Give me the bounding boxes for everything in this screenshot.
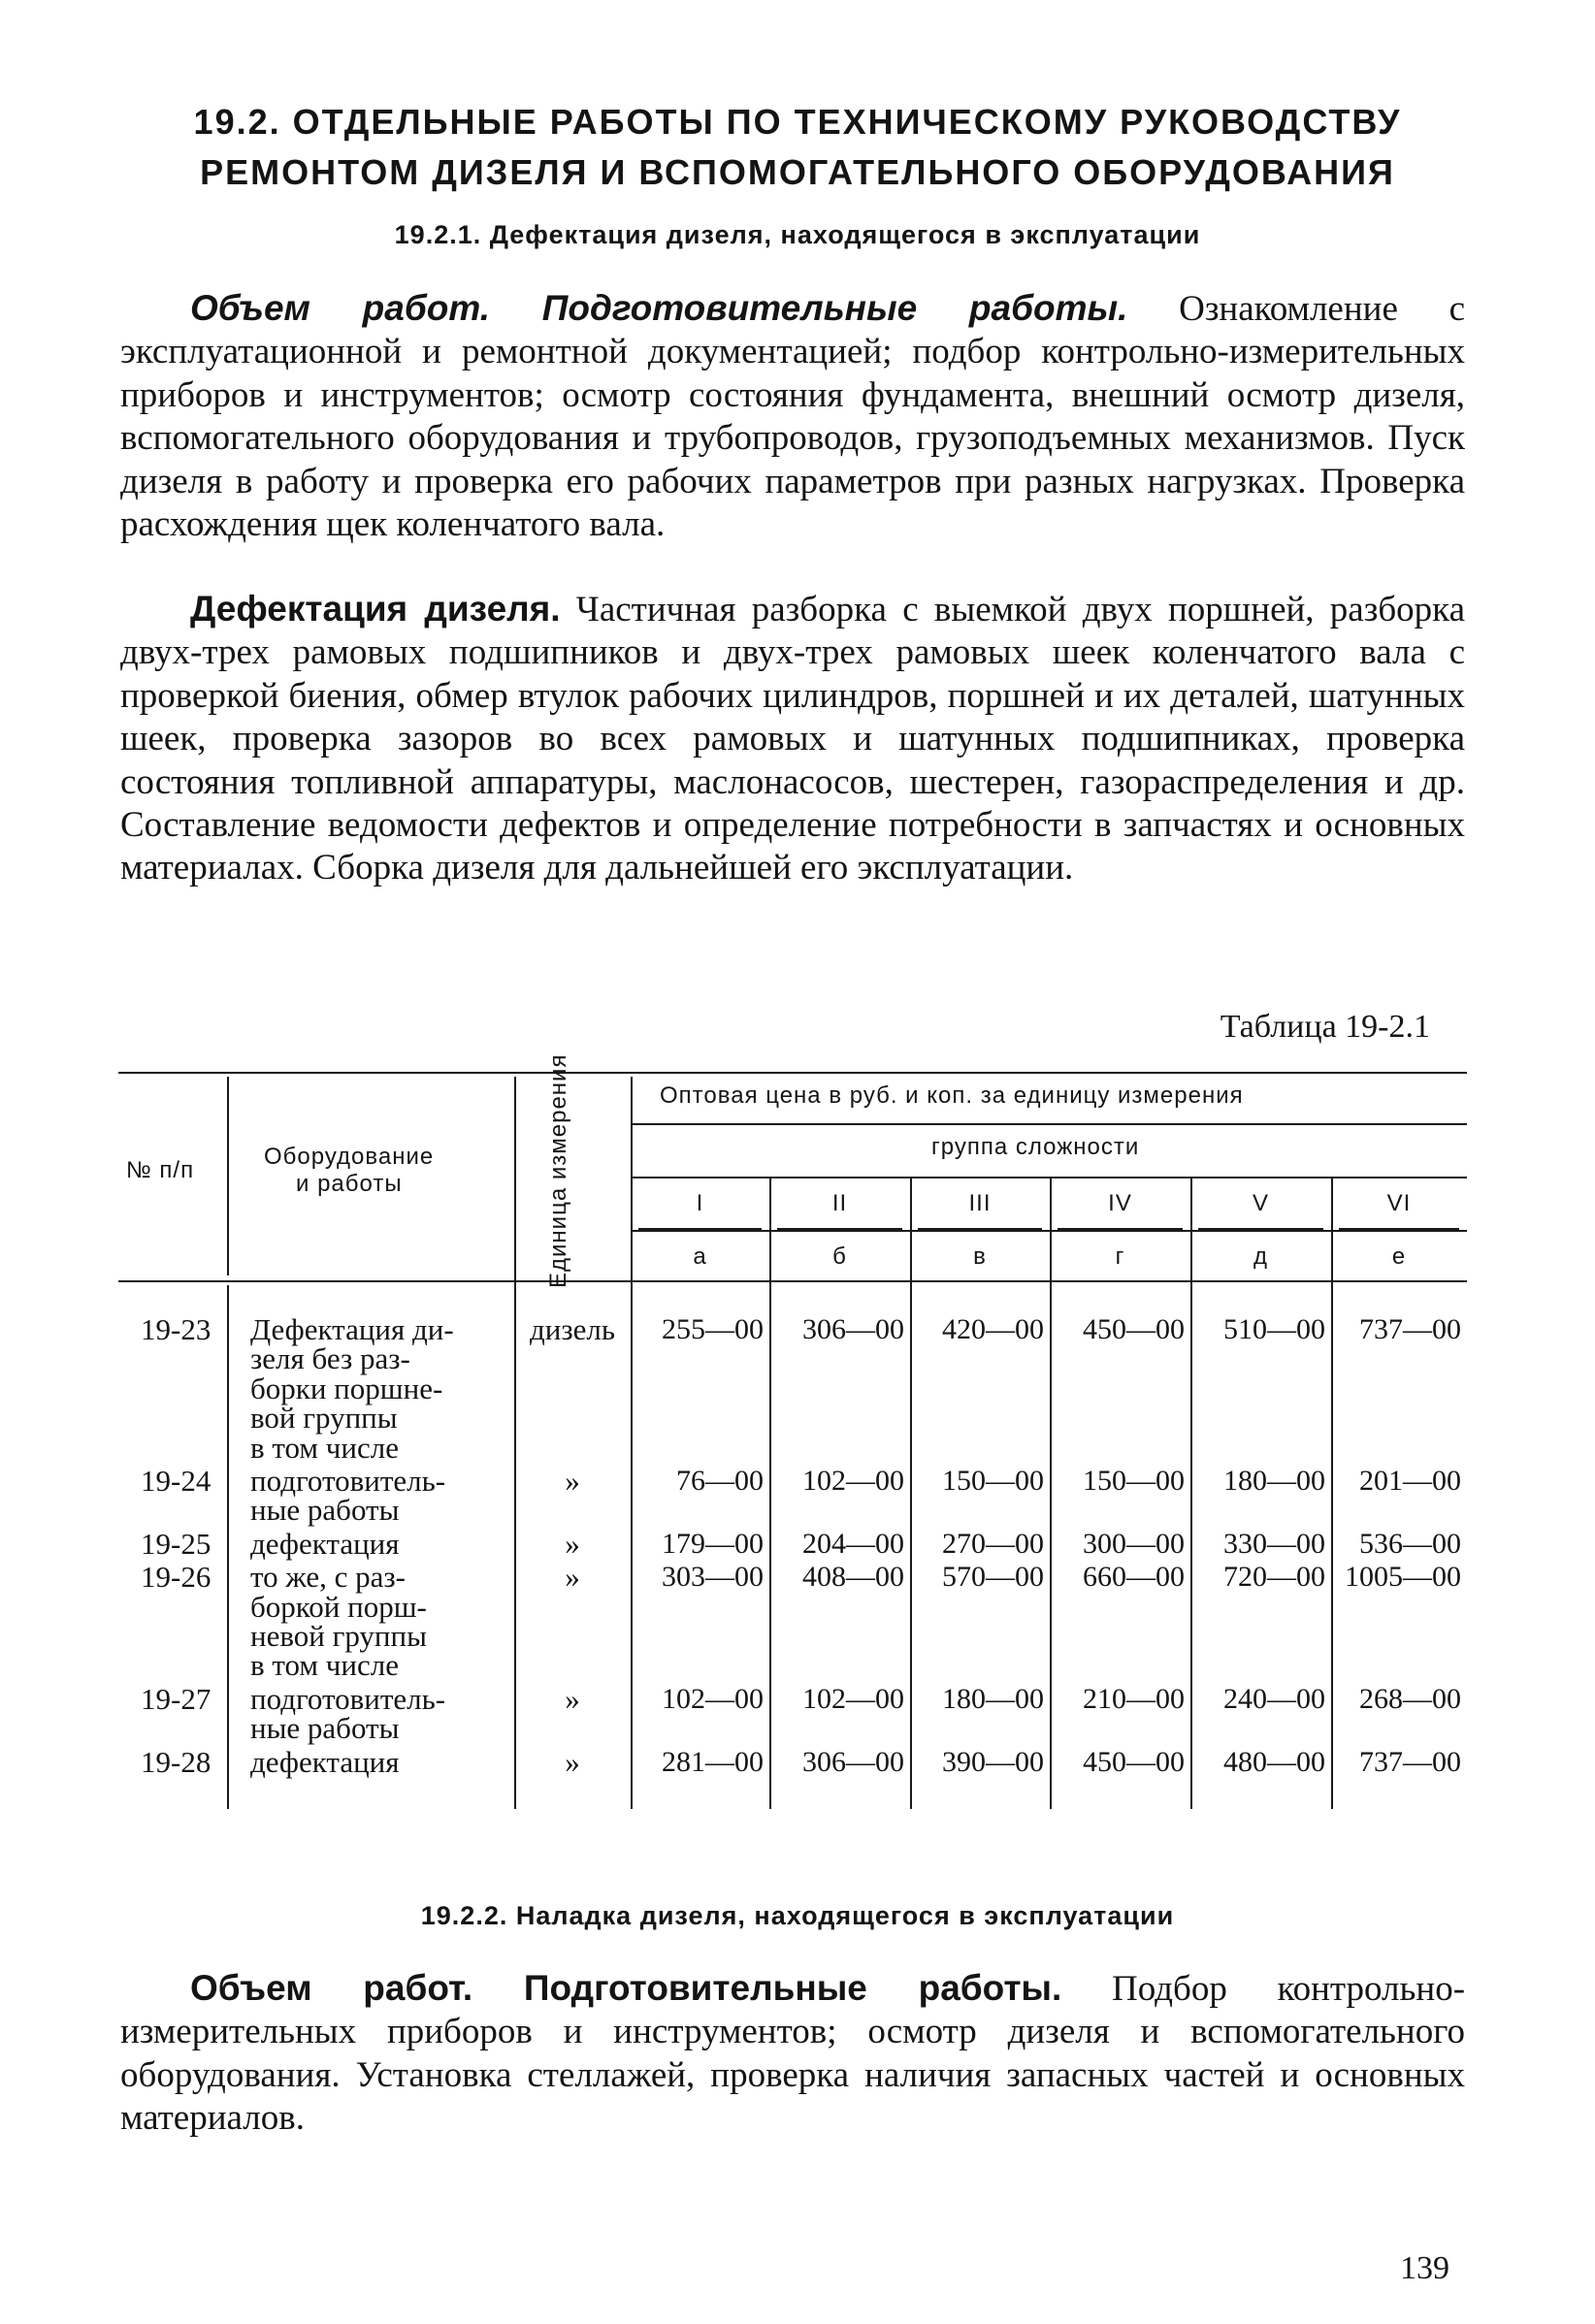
group-numeral: V — [1252, 1190, 1269, 1216]
row-number: 19-27 — [141, 1681, 212, 1716]
row-unit: » — [565, 1681, 580, 1716]
row-description-line: борки поршне- — [250, 1371, 443, 1405]
section-title — [146, 97, 1449, 198]
col-divider-num — [227, 1285, 229, 1809]
paragraph-adjustment — [120, 1967, 1465, 2141]
col-divider-g4 — [1190, 1178, 1192, 1809]
group-numeral: III — [968, 1190, 992, 1216]
paragraph-scope-of-work — [120, 287, 1465, 546]
table-caption: Таблица 19-2.1 — [1220, 1009, 1430, 1045]
subsection-title-2: 19.2.2. Наладка дизеля, находящегося в эксплуатации — [420, 1901, 1175, 1930]
section-title-line2: РЕМОНТОМ ДИЗЕЛЯ И ВСПОМОГАТЕЛЬНОГО ОБОРУДОВАНИЯ — [200, 152, 1395, 192]
row-unit: » — [565, 1560, 580, 1595]
row-unit: дизель — [530, 1312, 615, 1346]
group-letter: д — [1253, 1243, 1268, 1270]
price-cell: 570—00 — [942, 1561, 1044, 1594]
row-description-line: невой группы — [250, 1619, 427, 1653]
price-cell: 660—00 — [1083, 1561, 1185, 1594]
row-number: 19-26 — [141, 1560, 212, 1595]
header-equip-line2: и работы — [296, 1171, 403, 1197]
price-cell: 306—00 — [802, 1745, 904, 1778]
row-description-line: вой группы — [250, 1401, 398, 1436]
price-cell: 180—00 — [1223, 1465, 1325, 1497]
row-description-line: подготовитель- — [250, 1681, 446, 1716]
price-cell: 306—00 — [802, 1313, 904, 1345]
price-cell: 268—00 — [1359, 1682, 1461, 1715]
row-unit: » — [565, 1464, 580, 1498]
header-rule-group — [631, 1177, 1467, 1178]
row-number: 19-25 — [141, 1526, 212, 1561]
row-description-line: боркой порш- — [250, 1589, 427, 1624]
paragraph-body: Частичная разборка с выемкой двух поршней, разборка двух-трех рамовых подшипников и двух-трех рамовых шеек коленчатого вала с проверкой биения, обмер втулок рабочих цилиндров, поршней и их деталей, шатунных шеек, проверка зазоров во всех рамовых и шатунных подшипниках, проверка состояния топливной аппаратуры, маслонасосов, шестерен, газораспределения и др. Составление ведомости дефектов и определение потребности в запчастях и основных материалах. Сборка дизеля для дальнейшей его эксплуатации. — [120, 590, 1465, 888]
col-divider-unit — [631, 1077, 633, 1809]
paragraph-lead: Объем работ. Подготовительные работы. — [190, 1968, 1062, 2008]
price-cell: 536—00 — [1359, 1527, 1461, 1560]
row-description-line: ные работы — [250, 1711, 400, 1746]
price-cell: 300—00 — [1083, 1527, 1185, 1560]
group-letter: в — [973, 1243, 987, 1270]
group-underline — [1198, 1228, 1323, 1230]
group-underline — [777, 1228, 902, 1230]
col-divider-g5 — [1331, 1178, 1333, 1809]
header-rule-price — [631, 1123, 1467, 1125]
price-cell: 150—00 — [942, 1465, 1044, 1497]
col-divider-equip — [514, 1077, 516, 1809]
col-divider-g3 — [1050, 1178, 1052, 1809]
row-number: 19-28 — [141, 1744, 212, 1779]
group-numeral: II — [831, 1190, 848, 1216]
group-letter: б — [832, 1243, 847, 1270]
row-number: 19-24 — [141, 1464, 212, 1498]
price-cell: 390—00 — [942, 1745, 1044, 1778]
price-cell: 408—00 — [802, 1561, 904, 1594]
row-description-line: зеля без раз- — [250, 1341, 410, 1376]
col-divider-num-header — [227, 1077, 229, 1275]
row-description-line: то же, с раз- — [250, 1560, 406, 1595]
row-unit: » — [565, 1526, 580, 1561]
price-cell: 255—00 — [662, 1313, 764, 1345]
group-numeral: IV — [1108, 1190, 1132, 1216]
paragraph-defectation — [120, 588, 1465, 890]
group-underline — [918, 1228, 1042, 1230]
group-numeral: I — [696, 1190, 704, 1216]
price-cell: 420—00 — [942, 1313, 1044, 1345]
price-cell: 510—00 — [1223, 1313, 1325, 1345]
price-cell: 1005—00 — [1345, 1561, 1461, 1594]
price-cell: 720—00 — [1223, 1561, 1325, 1594]
price-cell: 180—00 — [942, 1682, 1044, 1715]
col-divider-g2 — [910, 1178, 912, 1809]
group-numeral: VI — [1386, 1190, 1412, 1216]
row-description-line: дефектация — [250, 1526, 400, 1561]
header-bottom-rule — [118, 1280, 1467, 1282]
row-description-line: в том числе — [250, 1648, 399, 1683]
price-cell: 201—00 — [1359, 1465, 1461, 1497]
row-unit: » — [565, 1744, 580, 1779]
price-cell: 450—00 — [1083, 1745, 1185, 1778]
row-description-line: дефектация — [250, 1744, 400, 1779]
group-letter: а — [693, 1243, 707, 1270]
header-rule-groups — [631, 1230, 1467, 1232]
header-equip-line1: Оборудование — [264, 1144, 435, 1170]
col-divider-g1 — [769, 1178, 771, 1809]
group-underline — [638, 1228, 762, 1230]
price-cell: 102—00 — [802, 1682, 904, 1715]
paragraph-lead: Объем работ. Подготовительные работы. — [190, 288, 1128, 328]
header-num: № п/п — [126, 1157, 195, 1183]
price-cell: 240—00 — [1223, 1682, 1325, 1715]
header-price: Оптовая цена в руб. и коп. за единицу измерения — [660, 1082, 1244, 1109]
header-unit: Единица измерения — [545, 1053, 571, 1288]
table-top-rule — [118, 1072, 1467, 1074]
price-cell: 330—00 — [1223, 1527, 1325, 1560]
section-title-line1: 19.2. ОТДЕЛЬНЫЕ РАБОТЫ ПО ТЕХНИЧЕСКОМУ РУКОВОДСТВУ — [193, 102, 1402, 142]
paragraph-body: Подбор контрольно-измерительных приборов и инструментов; осмотр дизеля и вспомогательного оборудования. Установка стеллажей, проверка наличия запасных частей и основных материалов. — [120, 1969, 1466, 2139]
paragraph-lead: Дефектация дизеля. — [190, 589, 561, 629]
price-cell: 150—00 — [1083, 1465, 1185, 1497]
header-group: группа сложности — [931, 1134, 1140, 1160]
page-number: 139 — [1400, 2250, 1449, 2286]
price-cell: 102—00 — [662, 1682, 764, 1715]
subsection-title-1: 19.2.1. Дефектация дизеля, находящегося в эксплуатации — [394, 220, 1201, 249]
price-cell: 179—00 — [662, 1527, 764, 1560]
row-description-line: в том числе — [250, 1430, 399, 1465]
paragraph-body: Ознакомление с эксплуатационной и ремонтной документацией; подбор контрольно-измерительных приборов и инструментов; осмотр состояния фундамента, внешний осмотр дизеля, вспомогательного оборудования и трубопроводов, грузоподъемных механизмов. Пуск дизеля в работу и проверка его рабочих параметров при разных нагрузках. Проверка расхождения щек коленчатого вала. — [120, 289, 1465, 545]
row-number: 19-23 — [141, 1312, 212, 1346]
group-letter: е — [1391, 1243, 1407, 1270]
row-description-line: Дефектация ди- — [250, 1312, 454, 1346]
group-letter: г — [1115, 1243, 1125, 1270]
price-cell: 270—00 — [942, 1527, 1044, 1560]
price-cell: 281—00 — [662, 1745, 764, 1778]
price-cell: 450—00 — [1083, 1313, 1185, 1345]
row-description-line: подготовитель- — [250, 1464, 446, 1498]
group-underline — [1058, 1228, 1183, 1230]
price-cell: 303—00 — [662, 1561, 764, 1594]
price-cell: 480—00 — [1223, 1745, 1325, 1778]
price-cell: 204—00 — [802, 1527, 904, 1560]
price-cell: 737—00 — [1359, 1745, 1461, 1778]
group-underline — [1339, 1228, 1459, 1230]
row-description-line: ные работы — [250, 1493, 400, 1528]
price-cell: 76—00 — [676, 1465, 764, 1497]
price-cell: 737—00 — [1359, 1313, 1461, 1345]
price-cell: 102—00 — [802, 1465, 904, 1497]
price-cell: 210—00 — [1083, 1682, 1185, 1715]
